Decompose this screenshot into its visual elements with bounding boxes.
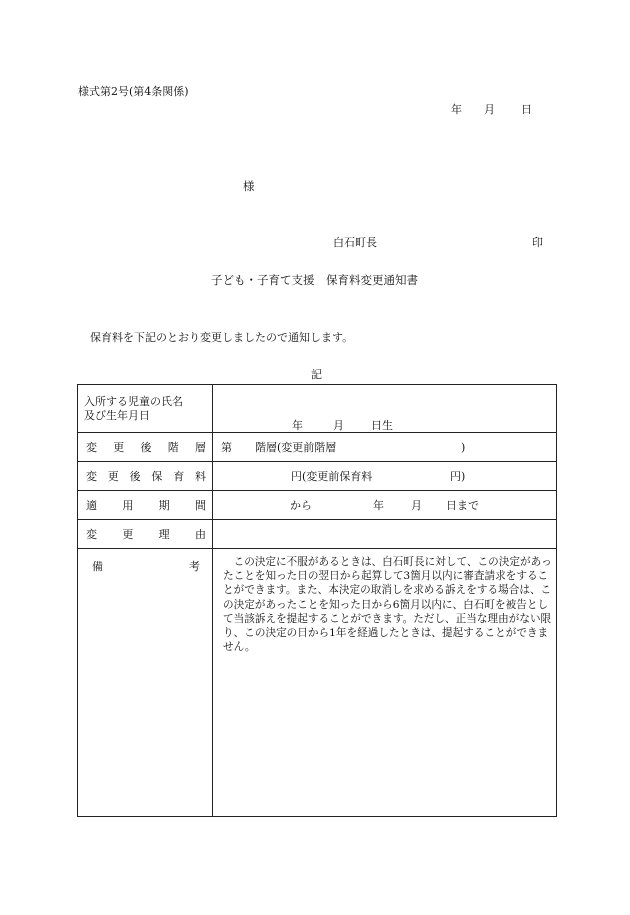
changed-fee-value-cell[interactable] (213, 462, 556, 490)
period-label: 適 用 期 間 (86, 499, 206, 512)
record-table (77, 384, 557, 817)
row-period (78, 491, 556, 520)
child-name-label-line2: 及び生年月日 (84, 409, 150, 422)
changed-fee-label: 変 更 後 保 育 料 (86, 470, 206, 483)
child-name-label-line1: 入所する児童の氏名 (84, 395, 183, 408)
level-before-text: 階層(変更前階層 (255, 441, 337, 454)
row-changed-fee (78, 462, 556, 491)
date-year-label: 年 (451, 103, 462, 116)
period-value-cell[interactable] (213, 491, 556, 519)
issue-date (451, 104, 532, 115)
fee-close-text: 円) (450, 470, 466, 483)
row-notes (78, 549, 556, 816)
issuer-title: 白石町長 (333, 236, 377, 249)
date-day-label: 日 (521, 103, 532, 116)
notes-text: この決定に不服があるときは、白石町長に対して、この決定があったことを知った日の翌日から起算して3箇月以内に審査請求をすることができます。また、本決定の取消しを求める訴えをする場合は、この決定があったことを知った日から6箇月以内に、白石町を被告として当該訴えを提起することができます。ただし、正当な理由がない限り、この決定の日から1年を経過したときは、提起することができません。 (223, 556, 552, 654)
changed-level-label-cell (78, 433, 213, 461)
period-month: 月 (411, 499, 422, 512)
notes-label-char1: 備 (92, 560, 103, 573)
level-dai: 第 (221, 441, 232, 454)
birth-month-label: 月 (333, 419, 344, 432)
addressee-suffix: 様 (243, 179, 255, 193)
intro-text: 保育料を下記のとおり変更しましたので通知します。 (90, 331, 354, 344)
row-changed-level (78, 433, 556, 462)
notes-label-cell (78, 549, 213, 816)
reason-value-cell[interactable] (213, 520, 556, 548)
period-label-cell (78, 491, 213, 519)
changed-fee-label-cell (78, 462, 213, 490)
birth-year-label: 年 (292, 419, 303, 432)
seal-mark: 印 (532, 236, 543, 249)
period-year: 年 (373, 499, 384, 512)
child-name-label-cell (78, 385, 213, 432)
reason-label: 変 更 理 由 (86, 528, 206, 541)
row-reason (78, 520, 556, 549)
changed-level-value-cell[interactable] (213, 433, 556, 461)
date-month-label: 月 (484, 103, 495, 116)
ki-heading: 記 (311, 368, 322, 381)
period-until: 日まで (446, 499, 479, 512)
period-from: から (290, 499, 312, 512)
notes-label-char2: 考 (189, 560, 200, 573)
form-number: 様式第2号(第4条関係) (78, 85, 189, 98)
document-title: 子ども・子育て支援 保育料変更通知書 (211, 273, 418, 287)
changed-level-label: 変 更 後 階 層 (86, 441, 206, 454)
child-name-value-cell[interactable] (213, 385, 556, 432)
reason-label-cell (78, 520, 213, 548)
birth-day-label: 日生 (371, 419, 393, 432)
fee-before-text: 円(変更前保育料 (291, 470, 373, 483)
row-child-name-birth (78, 385, 556, 433)
notes-value-cell (213, 549, 556, 816)
level-close-paren: ) (461, 441, 466, 454)
